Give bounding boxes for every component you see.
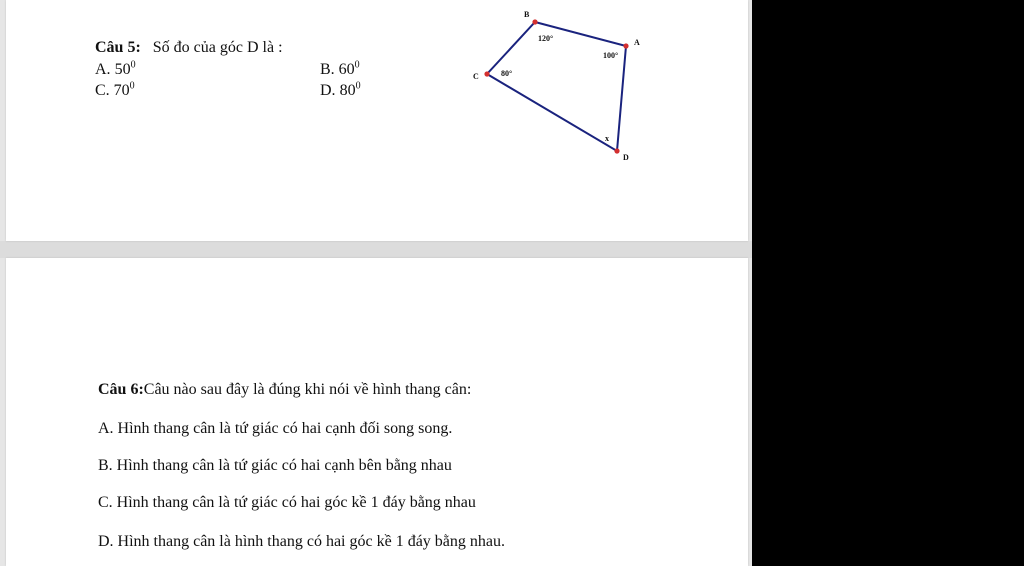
black-margin	[752, 0, 1024, 566]
q5-label: Câu 5	[95, 39, 136, 56]
page-question-6	[6, 258, 748, 566]
quadrilateral-abcd	[487, 22, 626, 151]
vertex-d-label: D	[623, 153, 629, 162]
vertex-d-point	[614, 148, 619, 153]
q6-label: Câu 6:	[98, 381, 144, 398]
angle-d-label: x	[605, 134, 609, 143]
q5-text: Số đo của góc D là :	[152, 39, 283, 56]
q6-option-a: A. Hình thang cân là tứ giác có hai cạnh đối song song.	[98, 420, 453, 437]
q6-heading	[98, 380, 471, 400]
q6-option-d: D. Hình thang cân là hình thang có hai góc kề 1 đáy bằng nhau.	[98, 533, 505, 550]
q5-heading: Câu 5: Số đo của góc D là :	[95, 39, 283, 56]
vertex-b-label: B	[524, 10, 530, 19]
quadrilateral-figure	[6, 0, 748, 241]
vertex-a-label: A	[634, 38, 640, 47]
q5-option-d: D. $80^0$	[320, 80, 361, 99]
vertex-b-point	[532, 19, 537, 24]
page-gap	[0, 241, 752, 258]
page-question-5	[6, 0, 748, 241]
q6-option-b: B. Hình thang cân là tứ giác có hai cạnh bên bằng nhau	[98, 457, 452, 474]
q5-option-c: C. $70^0$	[95, 80, 135, 99]
angle-b-label: 120°	[538, 34, 554, 43]
angle-c-label: 80°	[501, 69, 513, 78]
q6-text: Câu nào sau đây là đúng khi nói về hình thang cân:	[143, 381, 472, 398]
q5-option-a: A. $50^0$	[95, 59, 136, 78]
angle-a-label: 100°	[603, 51, 619, 60]
vertex-a-point	[623, 43, 628, 48]
vertex-c-point	[484, 71, 489, 76]
q6-option-c: C. Hình thang cân là tứ giác có hai góc kề 1 đáy bằng nhau	[98, 494, 476, 511]
q5-option-b: B. $60^0$	[320, 59, 360, 78]
vertex-c-label: C	[473, 72, 479, 81]
